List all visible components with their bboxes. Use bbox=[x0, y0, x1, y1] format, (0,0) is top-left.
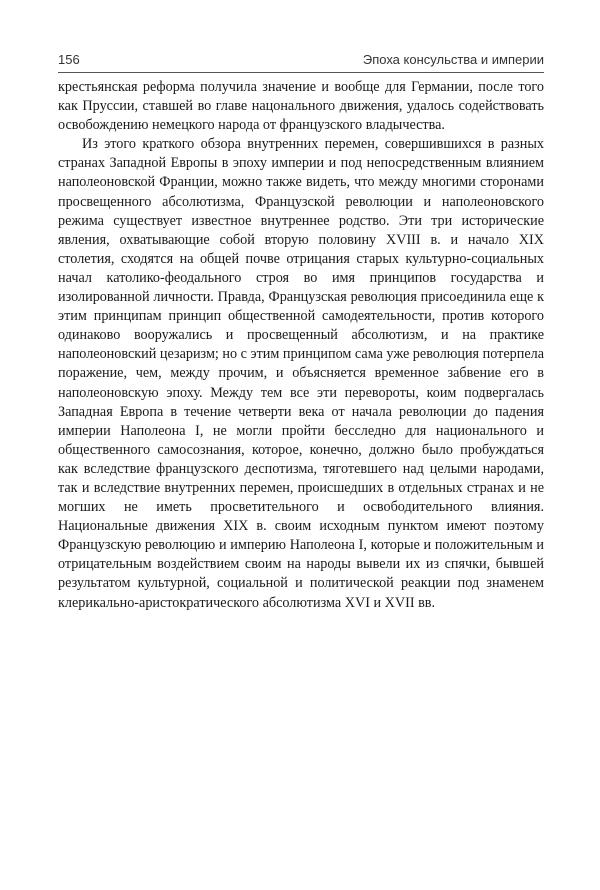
paragraph-continuation: крестьянская реформа получила значение и вообще для Германии, после того как Пруссии, ставшей во главе нацонального движения, удалось содействовать освобождению немецкого народа от французского владычества. bbox=[58, 79, 544, 134]
running-title: Эпоха консульства и империи bbox=[362, 52, 544, 67]
page-number: 156 bbox=[58, 52, 80, 67]
body-text bbox=[58, 78, 544, 613]
page-header bbox=[58, 52, 544, 74]
header-divider bbox=[58, 72, 544, 73]
paragraph-main: Из этого краткого обзора внутренних перемен, совершившихся в разных странах Западной Европы в эпоху империи и под непосредственным влиянием наполеоновской Франции, можно также видеть, что между многими сторонами просвещенного абсолютизма, Французской революции и наполеоновского режима существует известное внутреннее родство. Эти три исторические явления, охватывающие собой вторую половину XVIII в. и начало XIX столетия, сходятся на общей почве отрицания старых культурно-социальных начал католико-феодального строя во имя принципов государства и изолированной личности. Правда, Французская революция присоединила еще к этим принципам принцип общественной самодеятельности, против которого одинаково вооружались и просвещенный абсолютизм, и на практике наполеоновский цезаризм; но с этим принципом сама уже революция потерпела поражение, чем, между прочим, и объясняется временное забвение его в наполеоновскую эпоху. Между тем все эти перевороты, коим подвергалась Западная Европа в течение четверти века от начала революции до падения империи Наполеона I, не могли пройти бесследно для национального и общественного самосознания, которое, конечно, должно было пробуждаться как вследствие французского деспотизма, тяготевшего над целыми народами, так и вследствие внутренних перемен, происшедших в отдельных странах и не могших не иметь просветительного и освободительного влияния. Национальные движения XIX в. своим исходным пунктом имеют поэтому Французскую революцию и империю Наполеона I, которые и положительным и отрицательным воздействием своим на народы вывели их из спячки, бывшей результатом культурной, социальной и политической реакции под знаменем клерикально-аристократического абсолютизма XVI и XVII вв. bbox=[58, 136, 544, 611]
